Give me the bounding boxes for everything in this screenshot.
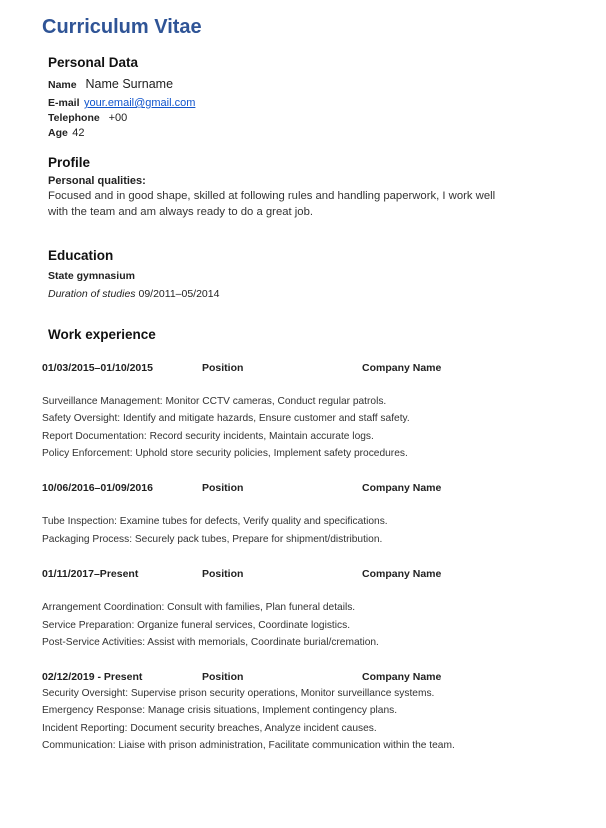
profile-line-1: Focused and in good shape, skilled at following rules and handling paperwork, I work well: [48, 190, 496, 202]
job-duty-line: Tube Inspection: Examine tubes for defects, Verify quality and specifications.: [42, 516, 388, 527]
job-duty-line: Policy Enforcement: Uphold store security policies, Implement safety procedures.: [42, 447, 408, 459]
age-row: [48, 124, 85, 140]
job-duty-line: Post-Service Activities: Assist with memorials, Coordinate burial/cremation.: [42, 637, 379, 648]
name-value: Name Surname: [85, 77, 174, 91]
phone-value: +00: [108, 112, 128, 124]
duration-value: 09/2011–05/2014: [138, 288, 220, 300]
job-company: Company Name: [362, 568, 442, 580]
phone-row: [48, 109, 127, 125]
job-duty-line: Security Oversight: Supervise prison security operations, Monitor surveillance systems.: [42, 688, 435, 699]
job-duty-line: Communication: Liaise with prison administration, Facilitate communication within the team.: [42, 739, 455, 751]
job-duty-line: Safety Oversight: Identify and mitigate hazards, Ensure customer and staff safety.: [42, 413, 410, 425]
job-duty-line: Report Documentation: Record security incidents, Maintain accurate logs.: [42, 430, 374, 442]
duration-label: Duration of studies: [48, 288, 136, 300]
phone-label: Telephone: [48, 112, 100, 124]
name-row: [48, 76, 173, 92]
education-heading: Education: [48, 248, 114, 263]
job-dates: 01/11/2017–Present: [42, 568, 139, 580]
name-label: Name: [48, 79, 77, 91]
job-company: Company Name: [362, 671, 442, 683]
job-position: Position: [202, 568, 244, 580]
job-dates: 10/06/2016–01/09/2016: [42, 482, 153, 494]
age-value: 42: [72, 127, 85, 139]
profile-line-2: with the team and am always ready to do a great job.: [48, 206, 313, 218]
email-row: [48, 94, 195, 110]
personal-data-heading: Personal Data: [48, 55, 139, 70]
job-position: Position: [202, 671, 244, 683]
job-duty-line: Surveillance Management: Monitor CCTV cameras, Conduct regular patrols.: [42, 396, 387, 407]
job-company: Company Name: [362, 482, 442, 494]
school-name: State gymnasium: [48, 270, 135, 282]
job-company: Company Name: [362, 362, 442, 374]
job-position: Position: [202, 362, 244, 374]
page-title: Curriculum Vitae: [42, 16, 202, 38]
job-duty-line: Packaging Process: Securely pack tubes, Prepare for shipment/distribution.: [42, 534, 383, 545]
job-duty-line: Emergency Response: Manage crisis situations, Implement contingency plans.: [42, 705, 398, 717]
job-dates: 02/12/2019 - Present: [42, 671, 143, 683]
job-position: Position: [202, 482, 244, 494]
qualities-label: Personal qualities:: [48, 175, 146, 187]
email-label: E-mail: [48, 97, 80, 109]
profile-heading: Profile: [48, 155, 91, 170]
work-heading: Work experience: [48, 327, 156, 342]
email-link[interactable]: your.email@gmail.com: [83, 97, 196, 109]
job-duty-line: Service Preparation: Organize funeral services, Coordinate logistics.: [42, 619, 351, 631]
duration-row: [48, 289, 219, 300]
job-duty-line: Incident Reporting: Document security breaches, Analyze incident causes.: [42, 722, 377, 734]
age-label: Age: [48, 127, 68, 139]
job-dates: 01/03/2015–01/10/2015: [42, 362, 153, 374]
job-duty-line: Arrangement Coordination: Consult with families, Plan funeral details.: [42, 602, 356, 613]
